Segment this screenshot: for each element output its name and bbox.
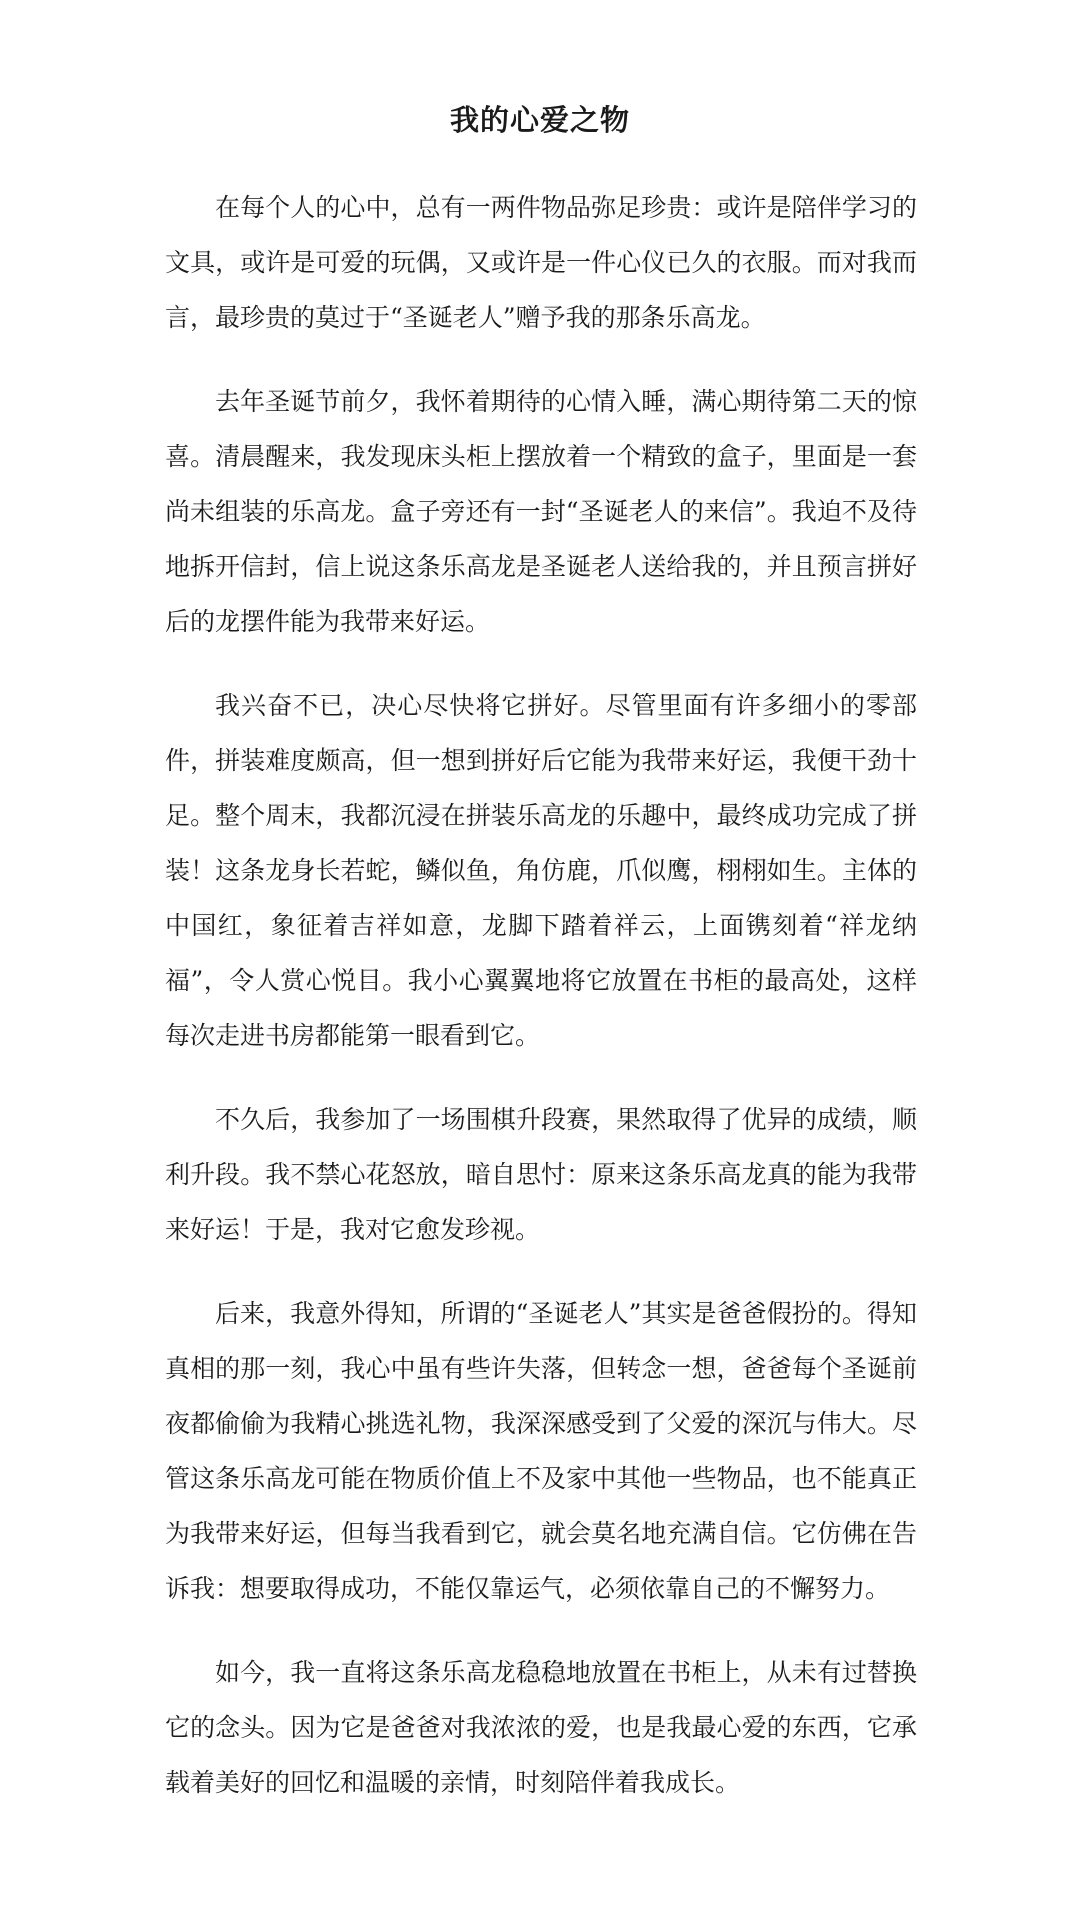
essay-paragraph-4: 不久后，我参加了一场围棋升段赛，果然取得了优异的成绩，顺利升段。我不禁心花怒放，暗自思忖：原来这条乐高龙真的能为我带来好运！于是，我对它愈发珍视。 bbox=[165, 1105, 917, 1244]
essay-paragraph-3: 我兴奋不已，决心尽快将它拼好。尽管里面有许多细小的零部件，拼装难度颇高，但一想到拼好后它能为我带来好运，我便干劲十足。整个周末，我都沉浸在拼装乐高龙的乐趣中，最终成功完成了拼装！这条龙身长若蛇，鳞似鱼，角仿鹿，爪似鹰，栩栩如生。主体的中国红，象征着吉祥如意，龙脚下踏着祥云，上面镌刻着“祥龙纳福”，令人赏心悦目。我小心翼翼地将它放置在书柜的最高处，这样每次走进书房都能第一眼看到它。 bbox=[165, 691, 917, 1050]
essay-paragraph-5: 后来，我意外得知，所谓的“圣诞老人”其实是爸爸假扮的。得知真相的那一刻，我心中虽有些许失落，但转念一想，爸爸每个圣诞前夜都偷偷为我精心挑选礼物，我深深感受到了父爱的深沉与伟大。尽管这条乐高龙可能在物质价值上不及家中其他一些物品，也不能真正为我带来好运，但每当我看到它，就会莫名地充满自信。它仿佛在告诉我：想要取得成功，不能仅靠运气，必须依靠自己的不懈努力。 bbox=[165, 1299, 917, 1603]
essay-body bbox=[165, 180, 917, 1839]
essay-paragraph-6: 如今，我一直将这条乐高龙稳稳地放置在书柜上，从未有过替换它的念头。因为它是爸爸对我浓浓的爱，也是我最心爱的东西，它承载着美好的回忆和温暖的亲情，时刻陪伴着我成长。 bbox=[165, 1658, 917, 1797]
essay-paragraph-1: 在每个人的心中，总有一两件物品弥足珍贵：或许是陪伴学习的文具，或许是可爱的玩偶，又或许是一件心仪已久的衣服。而对我而言，最珍贵的莫过于“圣诞老人”赠予我的那条乐高龙。 bbox=[165, 193, 917, 332]
essay-title: 我的心爱之物 bbox=[449, 103, 630, 137]
essay-paragraph-2: 去年圣诞节前夕，我怀着期待的心情入睡，满心期待第二天的惊喜。清晨醒来，我发现床头柜上摆放着一个精致的盒子，里面是一套尚未组装的乐高龙。盒子旁还有一封“圣诞老人的来信”。我迫不及待地拆开信封，信上说这条乐高龙是圣诞老人送给我的，并且预言拼好后的龙摆件能为我带来好运。 bbox=[165, 387, 917, 636]
